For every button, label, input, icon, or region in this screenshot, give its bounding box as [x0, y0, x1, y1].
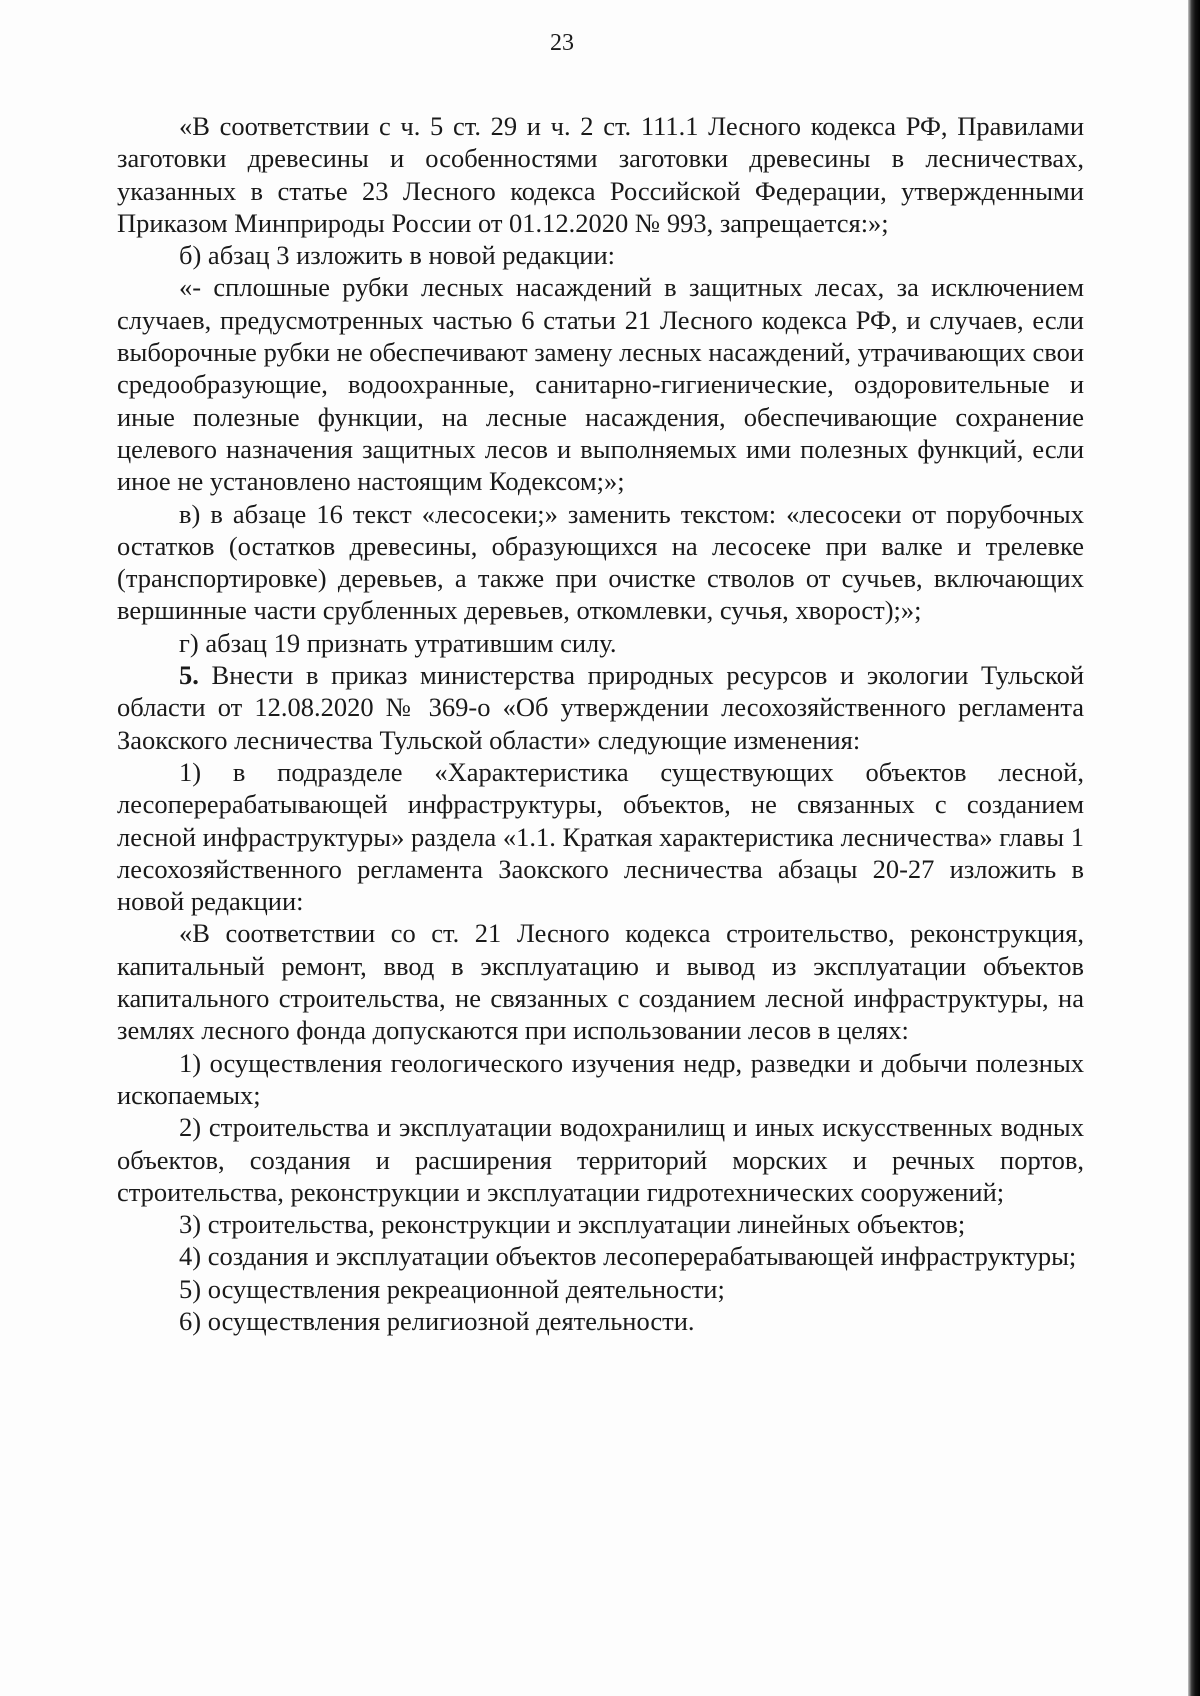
paragraph-article-21: «В соответствии со ст. 21 Лесного кодекса строительство, реконструкция, капитальный ремонт, ввод в эксплуатацию и вывод из эксплуатации объектов капитального строительства, не связанных с созданием лесной инфраструктуры, на землях лесного фонда допускаются при использовании лесов в целях: — [117, 918, 1084, 1046]
list-item-6: 6) осуществления религиозной деятельности. — [179, 1305, 695, 1336]
list-item-4: 4) создания и эксплуатации объектов лесоперерабатывающей инфраструктуры; — [179, 1241, 1077, 1272]
section-number: 5. — [179, 660, 199, 691]
paragraph-item-g: г) абзац 19 признать утратившим силу. — [179, 627, 617, 658]
list-item-1: 1) осуществления геологического изучения недр, разведки и добычи полезных ископаемых; — [117, 1047, 1084, 1110]
list-item-5: 5) осуществления рекреационной деятельности; — [179, 1273, 725, 1304]
paragraph-section-5 — [117, 659, 1084, 756]
paragraph-clear-cutting: «- сплошные рубки лесных насаждений в защитных лесах, за исключением случаев, предусмотренных частью 6 статьи 21 Лесного кодекса РФ, и случаев, если выборочные рубки не обеспечивают замену лесных насаждений, утрачивающих свои средообразующие, водоохранные, санитарно-гигиенические, оздоровительные и иные полезные функции, на лесные насаждения, обеспечивающие сохранение целевого назначения защитных лесов и выполняемых ими полезных функций, если иное не установлено настоящим Кодексом;»; — [117, 272, 1084, 497]
paragraph-quote-prohibition: «В соответствии с ч. 5 ст. 29 и ч. 2 ст. 111.1 Лесного кодекса РФ, Правилами заготовки древесины и особенностями заготовки древесины в лесничествах, указанных в статье 23 Лесного кодекса Российской Федерации, утвержденными Приказом Минприроды России от 01.12.2020 № 993, запрещается:»; — [117, 111, 1084, 238]
paragraph-item-b: б) абзац 3 изложить в новой редакции: — [179, 240, 615, 271]
section-5-text: Внести в приказ министерства природных ресурсов и экологии Тульской области от 12.08.2020 № 369-о «Об утверждении лесохозяйственного регламента Заокского лесничества Тульской области» следующие изменения: — [117, 660, 1084, 755]
paragraph-item-v: в) в абзаце 16 текст «лесосеки;» заменить текстом: «лесосеки от порубочных остатков (остатков древесины, образующихся на лесосеке при валке и трелевке (транспортировке) деревьев, а также при очистке стволов от сучьев, включающих вершинные части срубленных деревьев, откомлевки, сучья, хворост);»; — [117, 498, 1084, 626]
scan-edge-shadow — [1188, 0, 1200, 1696]
document-body — [117, 110, 1084, 1337]
page-number: 23 — [550, 30, 574, 56]
list-item-2: 2) строительства и эксплуатации водохранилищ и иных искусственных водных объектов, создания и расширения территорий морских и речных портов, строительства, реконструкции и эксплуатации гидротехнических сооружений; — [117, 1112, 1084, 1207]
paragraph-subitem-1: 1) в подразделе «Характеристика существующих объектов лесной, лесоперерабатывающей инфраструктуры, объектов, не связанных с созданием лесной инфраструктуры» раздела «1.1. Краткая характеристика лесничества» главы 1 лесохозяйственного регламента Заокского лесничества абзацы 20-27 изложить в новой редакции: — [117, 756, 1084, 917]
list-item-3: 3) строительства, реконструкции и эксплуатации линейных объектов; — [179, 1209, 966, 1240]
